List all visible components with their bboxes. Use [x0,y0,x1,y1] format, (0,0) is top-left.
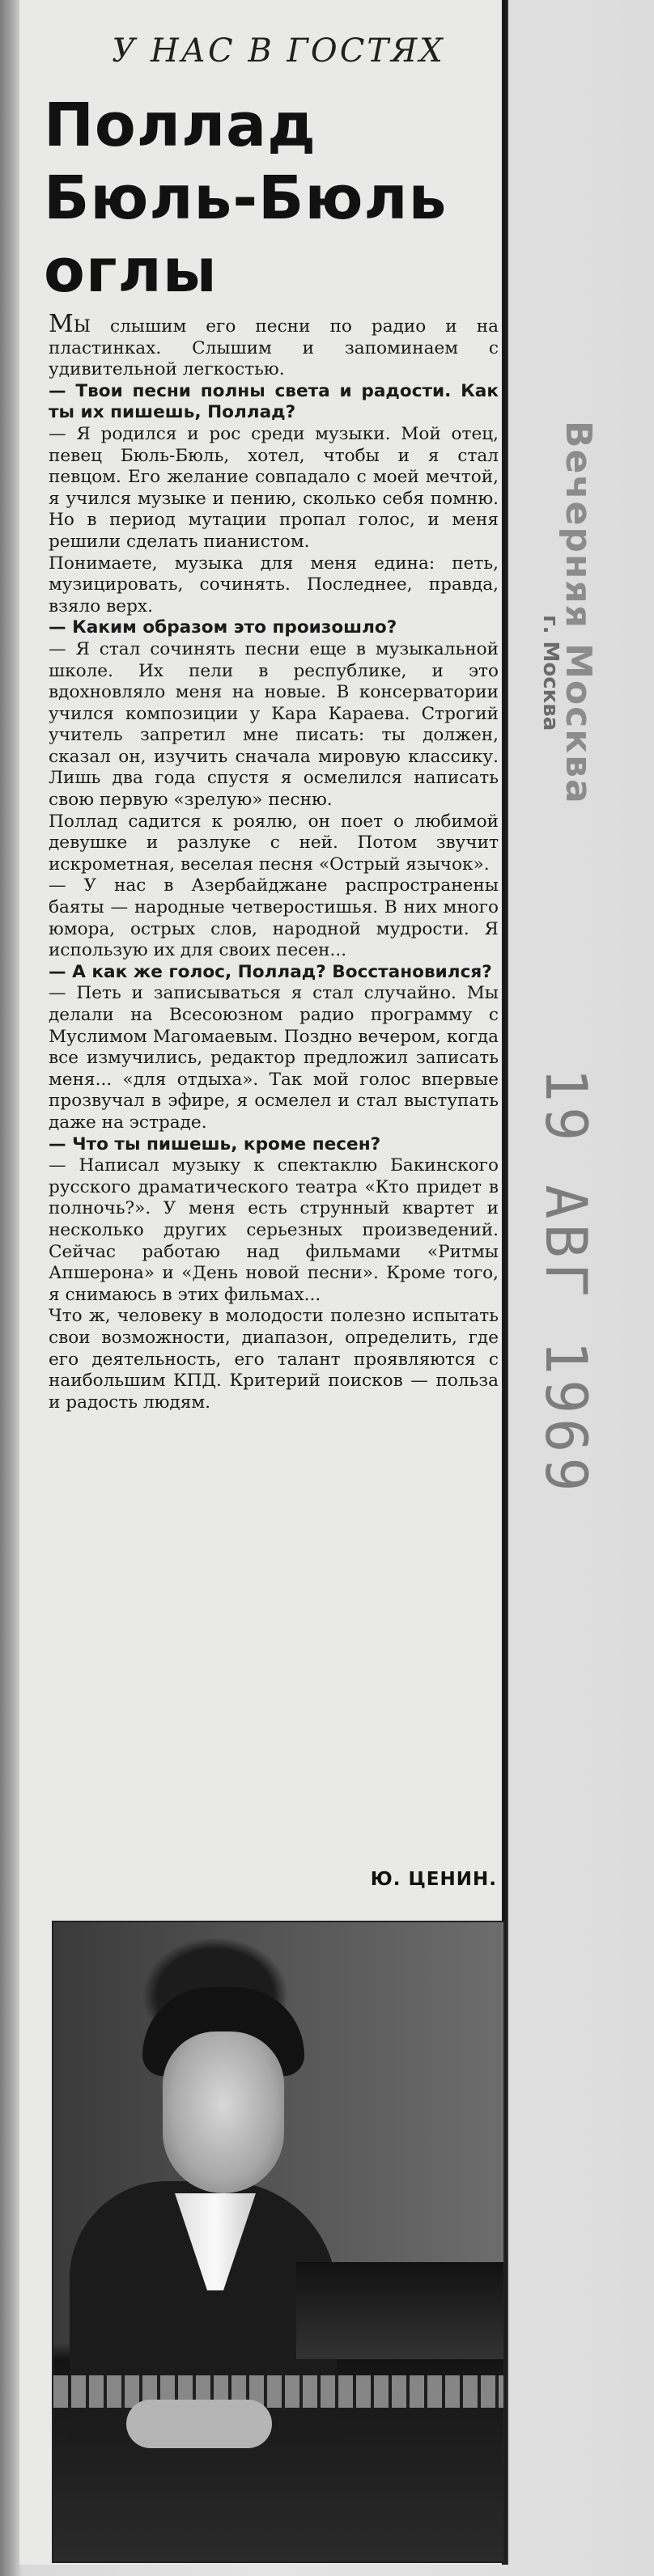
photo-piano [296,2262,503,2359]
article-photo [52,1921,505,2563]
rubric-kicker: У НАС В ГОСТЯХ [112,32,445,70]
interview-question: — А как же голос, Поллад? Восстановился? [49,961,492,982]
article-paragraph: — У нас в Азербайджане распространены баяты — народные четверостишья. В них много юмора, острых слов, народной мудрости. Я использую их для своих песен... [49,875,499,961]
article-paragraph: — Написал музыку к спектаклю Бакинского русского драматического театра «Кто придет в полночь?». У меня есть струнный квартет и несколько других серьезных произведений. Сейчас работаю над фильмами «Ритмы Апшерона» и «День новой песни». Кроме того, я снимаюсь в этих фильмах... [49,1155,499,1305]
article-paragraph: МЫ слышим его песни по радио и на пластинках. Слышим и запоминаем с удивительной легкостью. [49,310,499,380]
source-city: г. Москва [538,615,563,731]
article-headline: Поллад Бюль-Бюль оглы [44,91,448,306]
newspaper-clipping [19,0,507,2565]
source-paper-name: Вечерняя Москва [558,421,599,805]
photo-hand [126,2400,272,2448]
article-paragraph: Что ж, человеку в молодости полезно испытать свои возможности, диапазон, определить, где его деятельность, его талант проявляются с наибольшим КПД. Критерий поисков — польза и радость людям. [49,1306,499,1413]
interview-question: — Каким образом это произошло? [49,617,397,638]
article-paragraph: Поллад садится к роялю, он поет о любимой девушке и разлуке с ней. Потом звучит искрометная, веселая песня «Острый язычок». [49,811,499,875]
photo-face [163,2032,284,2193]
photo-piano-keys [53,2375,503,2408]
author-signature: Ю. ЦЕНИН. [370,1869,497,1890]
article-paragraph: — Я родился и рос среди музыки. Мой отец, певец Бюль-Бюль, хотел, чтобы и я стал певцом. Его желание совпадало с моей мечтой, я учился музыке и пению, сколько себя помню. Но в период мутации пропал голос, и меня решили сделать пианистом. [49,423,499,552]
article-paragraph: — Я стал сочинять песни еще в музыкальной школе. Их пели в республике, и это вдохновляло меня на новые. В консерватории учился композиции у Кара Караева. Строгий учитель запретил мне писать: ты должен, сказал он, изучить сначала мировую классику. Лишь два года спустя я осмелился написать свою первую «зрелую» песню. [49,638,499,811]
interview-question: — Что ты пишешь, кроме песен? [49,1133,381,1155]
article-paragraph: — Петь и записываться я стал случайно. Мы делали на Всесоюзном радио программу с Муслимом Магомаевым. Поздно вечером, когда все измучились, редактор предложил записать меня... «для отдыха». Так мой голос впервые прозвучал в эфире, я осмелел и стал выступать даже на эстраде. [49,983,499,1133]
date-stamp: 19 АВГ 1969 [533,1068,599,1497]
article-paragraph: Понимаете, музыка для меня едина: петь, музицировать, сочинять. Последнее, правда, взяло верх. [49,553,499,616]
interview-question: — Твои песни полны света и радости. Как ты их пишешь, Поллад? [49,380,499,423]
article-body [49,310,499,1413]
